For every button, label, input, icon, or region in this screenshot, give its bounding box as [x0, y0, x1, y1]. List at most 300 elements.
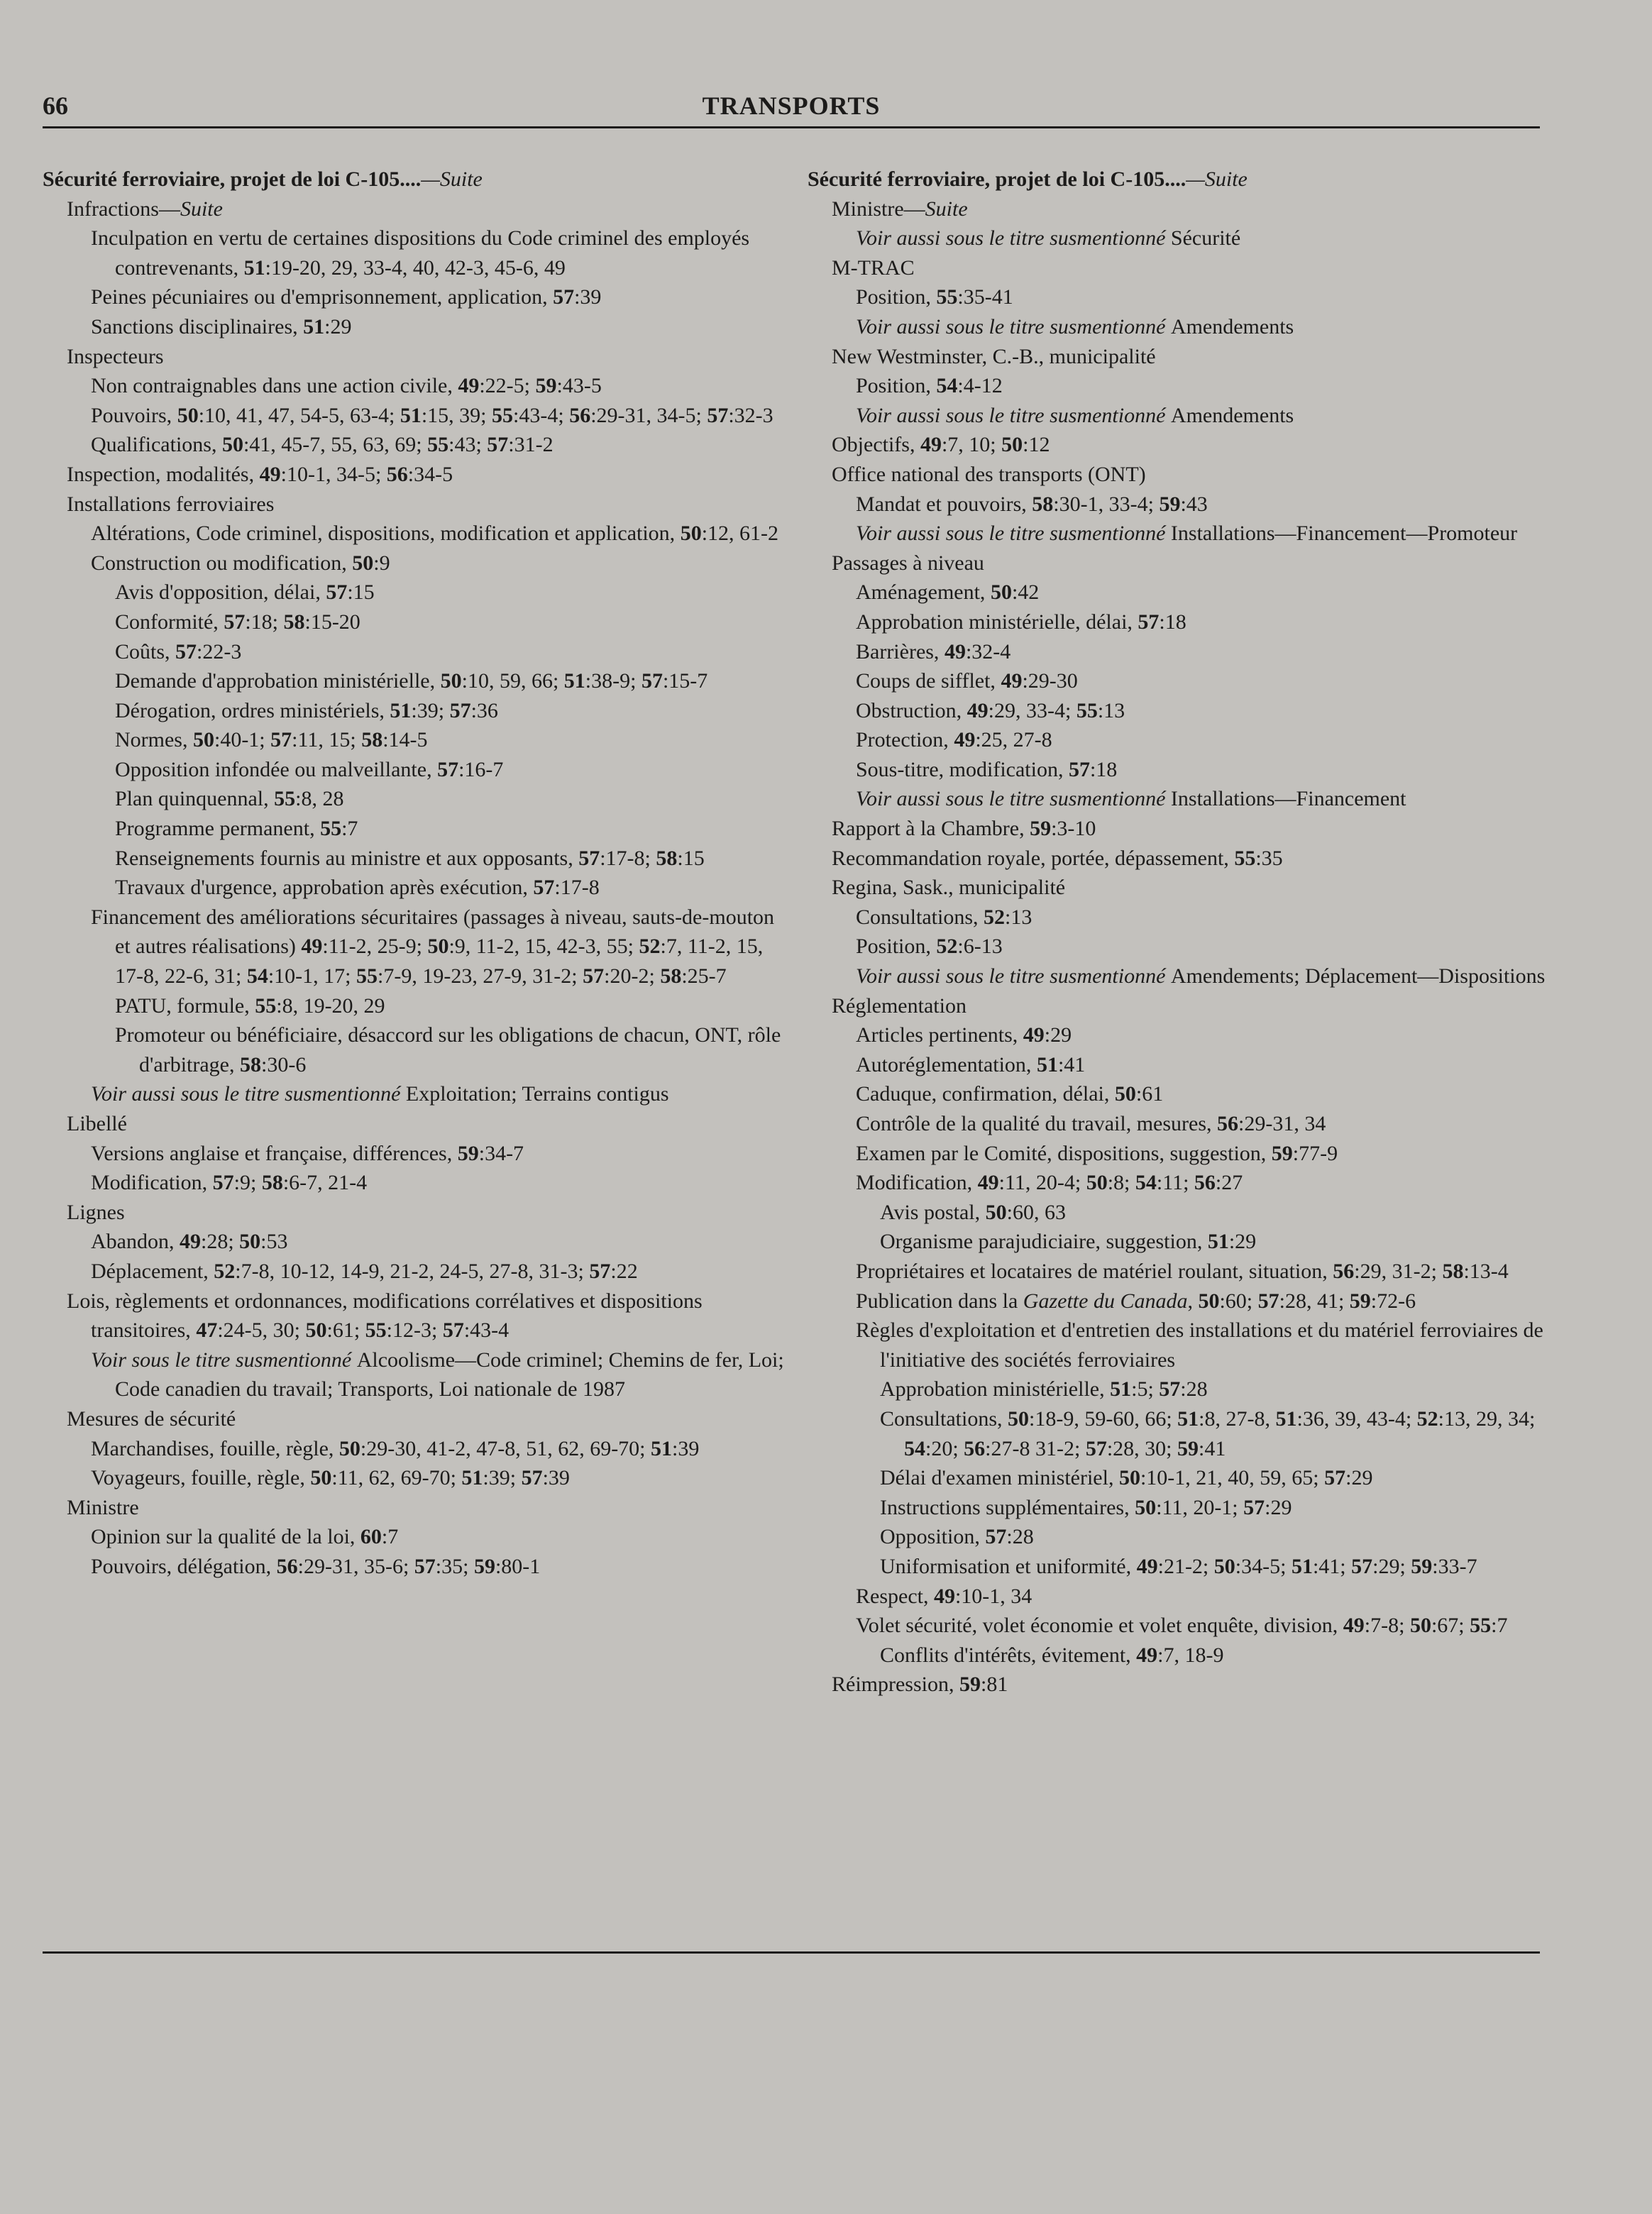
page-refs: :25-7	[681, 964, 727, 988]
page-refs: :39;	[411, 698, 450, 722]
issue-number: 58	[660, 964, 682, 988]
entry-text: Qualifications,	[91, 433, 222, 457]
entry-text: Amendements	[1170, 314, 1294, 338]
index-entry	[808, 1493, 1560, 1523]
entry-text: Amendements; Déplacement—Dispositions	[1170, 964, 1546, 988]
entry-text: Objectifs,	[832, 433, 920, 457]
page-refs: :10, 41, 47, 54-5, 63-4;	[198, 403, 400, 427]
issue-number: 50	[221, 433, 243, 457]
entry-text: Approbation ministérielle,	[880, 1377, 1111, 1401]
issue-number: 59	[1177, 1436, 1199, 1460]
index-entry	[808, 1050, 1560, 1080]
page-refs: :60, 63	[1006, 1200, 1066, 1224]
issue-number: 50	[1114, 1082, 1136, 1106]
issue-number: 55	[274, 787, 296, 811]
page-refs: :7	[1491, 1614, 1508, 1638]
index-entry	[43, 1463, 795, 1493]
index-entry	[43, 1552, 795, 1582]
entry-text: Position,	[856, 285, 937, 309]
entry-text: Coûts,	[115, 639, 176, 663]
page-refs: :29	[324, 314, 352, 338]
index-entry	[43, 1287, 795, 1345]
page-refs: :17-8	[554, 876, 600, 900]
entry-text: Déplacement,	[91, 1259, 214, 1283]
entry-text: Exploitation; Terrains contigus	[405, 1082, 669, 1106]
entry-text: Position,	[856, 935, 937, 959]
issue-number: 54	[246, 964, 268, 988]
index-entry	[808, 725, 1560, 755]
index-entry	[808, 1109, 1560, 1139]
entry-text: Mesures de sécurité	[67, 1406, 236, 1431]
entry-text: Inculpation en vertu de certaines dispositions du Code criminel des employés contrevenants,	[91, 226, 750, 280]
entry-heading: Sécurité ferroviaire, projet de loi C-105....	[808, 167, 1186, 191]
issue-number: 51	[1036, 1052, 1058, 1076]
page-refs: :43-4	[463, 1318, 510, 1343]
index-entry	[43, 1434, 795, 1464]
issue-number: 57	[270, 728, 292, 752]
entry-text: Caduque, confirmation, délai,	[856, 1082, 1115, 1106]
issue-number: 52	[639, 935, 661, 959]
page-refs: :29, 31-2;	[1354, 1259, 1443, 1283]
issue-number: 57	[487, 433, 509, 457]
index-entry	[808, 1198, 1560, 1228]
entry-text: Respect,	[856, 1584, 934, 1608]
entry-text: Non contraignables dans une action civile,	[91, 374, 458, 398]
issue-number: 49	[944, 639, 966, 663]
page-refs: :28, 30;	[1106, 1436, 1177, 1460]
page-refs: :16-7	[458, 757, 504, 781]
index-entry	[808, 784, 1560, 814]
entry-text: Versions anglaise et française, différences,	[91, 1141, 458, 1165]
page-refs: :36	[470, 698, 498, 722]
issue-number: 49	[458, 374, 480, 398]
issue-number: 50	[305, 1318, 327, 1343]
issue-number: 57	[589, 1259, 611, 1283]
issue-number: 52	[936, 935, 958, 959]
issue-number: 50	[177, 403, 199, 427]
page-refs: :41	[1199, 1436, 1226, 1460]
entry-text: Consultations,	[856, 905, 984, 929]
issue-number: 55	[427, 433, 449, 457]
issue-number: 57	[1243, 1495, 1265, 1519]
issue-number: 49	[301, 935, 323, 959]
index-entry	[43, 844, 795, 874]
issue-number: 50	[1135, 1495, 1157, 1519]
page-refs: :29	[1345, 1466, 1373, 1490]
index-entry	[808, 401, 1560, 431]
issue-number: 54	[1135, 1171, 1157, 1195]
page-refs: :29-31, 34	[1238, 1112, 1326, 1135]
issue-number: 57	[533, 876, 555, 900]
issue-number: 57	[1085, 1436, 1107, 1460]
index-entry	[43, 1109, 795, 1139]
issue-number: 51	[303, 314, 325, 338]
index-entry	[808, 932, 1560, 962]
index-entry	[808, 253, 1560, 283]
entry-text: Opposition infondée ou malveillante,	[115, 757, 438, 781]
index-entry	[808, 903, 1560, 932]
index-entry	[808, 1139, 1560, 1169]
entry-text: Obstruction,	[856, 698, 967, 722]
entry-text: Sécurité	[1170, 226, 1241, 250]
issue-number: 57	[521, 1466, 543, 1490]
index-entry	[808, 1582, 1560, 1612]
page-refs: :20;	[925, 1436, 964, 1460]
entry-text: Modification,	[91, 1171, 213, 1195]
index-entry	[808, 1227, 1560, 1257]
page-refs: :9	[373, 551, 390, 575]
index-entry	[808, 224, 1560, 253]
page-refs: :41	[1057, 1052, 1086, 1076]
issue-number: 47	[196, 1318, 218, 1343]
issue-number: 57	[1351, 1554, 1373, 1578]
page-refs: :22	[610, 1259, 638, 1283]
page-refs: :15, 39;	[421, 403, 492, 427]
page-refs: :3-10	[1051, 817, 1096, 841]
index-entry	[808, 1079, 1560, 1109]
page-refs: :36, 39, 43-4;	[1296, 1406, 1417, 1431]
page-number: 66	[43, 92, 68, 120]
entry-see-also: Voir aussi sous le titre susmentionné	[91, 1082, 406, 1106]
page-refs: :7	[381, 1525, 399, 1549]
issue-number: 52	[1416, 1406, 1438, 1431]
entry-text: Barrières,	[856, 639, 945, 663]
page-refs: :10-1, 34	[954, 1584, 1032, 1608]
entry-text: Construction ou modification,	[91, 551, 353, 575]
index-entry	[808, 962, 1560, 991]
entry-text: Articles pertinents,	[856, 1023, 1023, 1047]
index-entry	[43, 637, 795, 667]
issue-number: 51	[1291, 1554, 1313, 1578]
entry-text: Alcoolisme—Code criminel; Chemins de fer, Loi; Code canadien du travail; Transports, Loi nationale de 1987	[115, 1348, 784, 1401]
page-refs: :14-5	[382, 728, 428, 752]
page-refs: :61;	[326, 1318, 365, 1343]
entry-text: Sanctions disciplinaires,	[91, 314, 304, 338]
issue-number: 59	[959, 1673, 981, 1697]
index-entry	[808, 430, 1560, 460]
issue-number: 59	[1349, 1289, 1371, 1313]
page-refs: :40-1;	[214, 728, 271, 752]
index-entry	[808, 1611, 1560, 1641]
entry-text: Demande d'approbation ministérielle,	[115, 669, 441, 693]
page-refs: :7-9, 19-23, 27-9, 31-2;	[378, 964, 583, 988]
index-entry	[808, 194, 1560, 224]
entry-text: Installations—Financement—Promoteur	[1170, 522, 1518, 546]
page-refs: :7, 18-9	[1157, 1643, 1224, 1667]
page-refs: :30-1, 33-4;	[1053, 492, 1160, 516]
index-entry	[43, 342, 795, 372]
entry-suite: —Suite	[421, 167, 483, 191]
index-entry	[43, 991, 795, 1021]
issue-number: 56	[569, 403, 591, 427]
page-refs: :34-7	[478, 1141, 524, 1165]
issue-number: 57	[1138, 610, 1160, 634]
index-entry	[808, 490, 1560, 519]
issue-number: 55	[365, 1318, 387, 1343]
entry-text: Coups de sifflet,	[856, 669, 1001, 693]
page-refs: :61	[1135, 1082, 1164, 1106]
issue-number: 57	[224, 610, 246, 634]
entry-text: Inspection, modalités,	[67, 462, 260, 486]
page-refs: :29;	[1372, 1554, 1411, 1578]
page-refs: :32-3	[728, 403, 773, 427]
issue-number: 51	[651, 1436, 673, 1460]
issue-number: 56	[276, 1554, 298, 1578]
issue-number: 49	[920, 433, 942, 457]
entry-text: Ministre—	[832, 197, 925, 221]
entry-text: Consultations,	[880, 1406, 1008, 1431]
issue-number: 59	[535, 374, 557, 398]
entry-text: Avis postal,	[880, 1200, 986, 1224]
issue-number: 50	[1086, 1171, 1108, 1195]
entry-suite: Suite	[180, 197, 223, 221]
page-refs: :81	[981, 1673, 1008, 1697]
page-refs: :11, 20-4;	[998, 1171, 1086, 1195]
entry-text: Pouvoirs,	[91, 403, 177, 427]
index-entry	[808, 312, 1560, 342]
index-entry	[808, 519, 1560, 549]
issue-number: 49	[1001, 669, 1023, 693]
entry-text: Réglementation	[832, 993, 967, 1018]
entry-text: Volet sécurité, volet économie et volet enquête, division,	[856, 1614, 1343, 1638]
page-refs: :34-5;	[1235, 1554, 1292, 1578]
issue-number: 57	[985, 1525, 1007, 1549]
issue-number: 57	[437, 757, 459, 781]
page-refs: :17-8;	[600, 846, 656, 870]
index-entry	[43, 371, 795, 401]
index-entry	[43, 903, 795, 991]
entry-text: Inspecteurs	[67, 344, 164, 368]
page-refs: :33-7	[1432, 1554, 1477, 1578]
index-entry	[43, 1198, 795, 1228]
page-refs: :4-12	[957, 374, 1003, 398]
issue-number: 51	[563, 669, 585, 693]
issue-number: 57	[553, 285, 575, 309]
page-refs: :22-5;	[479, 374, 536, 398]
page-refs: :29	[1265, 1495, 1292, 1519]
page-refs: :6-7, 21-4	[282, 1171, 368, 1195]
entry-text: Rapport à la Chambre,	[832, 817, 1030, 841]
entry-text: Amendements	[1170, 403, 1294, 427]
entry-text: Position,	[856, 374, 937, 398]
index-entry	[808, 696, 1560, 726]
entry-heading: Sécurité ferroviaire, projet de loi C-105....	[43, 167, 422, 191]
entry-text: Voyageurs, fouille, règle,	[91, 1466, 311, 1490]
issue-number: 55	[255, 993, 277, 1018]
page-refs: :7-8;	[1364, 1614, 1410, 1638]
entry-text: Marchandises, fouille, règle,	[91, 1436, 339, 1460]
issue-number: 57	[442, 1318, 464, 1343]
issue-number: 50	[352, 551, 374, 575]
entry-text: Libellé	[67, 1112, 127, 1135]
entry-text: M-TRAC	[832, 255, 915, 280]
issue-number: 50	[1001, 433, 1023, 457]
index-entry	[808, 1168, 1560, 1198]
issue-number: 50	[1198, 1289, 1220, 1313]
issue-number: 58	[361, 728, 383, 752]
index-entry	[808, 1552, 1560, 1582]
index-entry	[808, 1257, 1560, 1287]
index-entry	[43, 1139, 795, 1169]
index-entry	[808, 1404, 1560, 1463]
issue-number: 59	[1271, 1141, 1293, 1165]
page-refs: :22-3	[197, 639, 242, 663]
index-entry	[43, 784, 795, 814]
index-entry	[808, 282, 1560, 312]
issue-number: 57	[707, 403, 729, 427]
entry-text: New Westminster, C.-B., municipalité	[832, 344, 1156, 368]
page-refs: :15	[347, 580, 375, 605]
entry-text: Installations—Financement	[1170, 787, 1406, 811]
issue-number: 51	[400, 403, 422, 427]
page-refs: :11-2, 25-9;	[322, 935, 428, 959]
page-refs: :18;	[245, 610, 284, 634]
issue-number: 58	[656, 846, 678, 870]
page-refs: :25, 27-8	[975, 728, 1052, 752]
issue-number: 55	[320, 817, 342, 841]
page-refs: :18	[1159, 610, 1186, 634]
page-refs: :7, 11-2, 15, 17-8, 22-6, 31;	[115, 935, 764, 988]
issue-number: 50	[338, 1436, 360, 1460]
index-entry	[43, 194, 795, 224]
page-refs: :9;	[233, 1171, 262, 1195]
issue-number: 51	[390, 698, 412, 722]
issue-number: 55	[1470, 1614, 1492, 1638]
issue-number: 50	[427, 935, 449, 959]
index-entry	[808, 1287, 1560, 1316]
page-refs: :31-2	[508, 433, 554, 457]
entry-see-also: Voir aussi sous le titre susmentionné	[856, 787, 1171, 811]
index-entry	[43, 312, 795, 342]
issue-number: 52	[984, 905, 1006, 929]
issue-number: 60	[360, 1525, 382, 1549]
entry-suite: Suite	[925, 197, 968, 221]
issue-number: 56	[1217, 1112, 1239, 1135]
index-entry	[808, 1463, 1560, 1493]
issue-number: 51	[1275, 1406, 1297, 1431]
page-refs: :72-6	[1370, 1289, 1416, 1313]
entry-text: Plan quinquennal,	[115, 787, 275, 811]
issue-number: 59	[1159, 492, 1181, 516]
issue-number: 49	[1023, 1023, 1045, 1047]
issue-number: 55	[356, 964, 378, 988]
entry-text: Financement des améliorations sécuritaires (passages à niveau, sauts-de-mouton et autres réalisations)	[91, 905, 775, 959]
page-refs: :11, 20-1;	[1156, 1495, 1244, 1519]
index-entry	[43, 401, 795, 431]
page-refs: :41, 45-7, 55, 63, 69;	[243, 433, 428, 457]
entry-text: Uniformisation et uniformité,	[880, 1554, 1137, 1578]
index-entry	[808, 371, 1560, 401]
page-refs: :39	[542, 1466, 570, 1490]
entry-text: Aménagement,	[856, 580, 991, 605]
page-refs: :28	[1180, 1377, 1208, 1401]
entry-see-also: Voir sous le titre susmentionné	[91, 1348, 357, 1372]
index-entry	[808, 873, 1560, 903]
issue-number: 55	[1234, 846, 1256, 870]
entry-text: Installations ferroviaires	[67, 492, 275, 516]
page-refs: :10-1, 21, 40, 59, 65;	[1140, 1466, 1325, 1490]
page-refs: :7	[341, 817, 358, 841]
page-refs: :29-30, 41-2, 47-8, 51, 62, 69-70;	[360, 1436, 651, 1460]
page-refs: :11, 62, 69-70;	[331, 1466, 462, 1490]
page-refs: :8, 27-8,	[1199, 1406, 1276, 1431]
index-entry	[808, 607, 1560, 637]
entry-text: Propriétaires et locataires de matériel roulant, situation,	[856, 1259, 1333, 1283]
page-refs: :29-30	[1022, 669, 1078, 693]
entry-suite: —Suite	[1186, 167, 1248, 191]
entry-text: Autoréglementation,	[856, 1052, 1037, 1076]
index-entry	[808, 1316, 1560, 1375]
page-refs: :28, 41;	[1279, 1289, 1350, 1313]
issue-number: 56	[964, 1436, 986, 1460]
index-entry	[43, 666, 795, 696]
page-refs: :15-20	[304, 610, 360, 634]
issue-number: 56	[1194, 1171, 1216, 1195]
index-entry	[43, 490, 795, 519]
page-refs: :32-4	[965, 639, 1011, 663]
index-entry	[43, 165, 795, 194]
page-refs: :39;	[483, 1466, 522, 1490]
index-entry	[808, 814, 1560, 844]
index-entry	[808, 1670, 1560, 1700]
page-refs: :7-8, 10-12, 14-9, 21-2, 24-5, 27-8, 31-3;	[235, 1259, 590, 1283]
page-refs: :7, 10;	[941, 433, 1002, 457]
entry-text: Publication dans la	[856, 1289, 1023, 1313]
index-entry	[808, 1020, 1560, 1050]
index-entry	[43, 607, 795, 637]
page-refs: :15	[677, 846, 705, 870]
entry-text: Ministre	[67, 1495, 139, 1519]
page-refs: :12, 61-2	[701, 522, 779, 546]
page-refs: :27-8 31-2;	[985, 1436, 1086, 1460]
page-refs: :28;	[200, 1230, 240, 1254]
entry-text: Renseignements fournis au ministre et aux opposants,	[115, 846, 579, 870]
issue-number: 49	[933, 1584, 955, 1608]
entry-see-also: Voir aussi sous le titre susmentionné	[856, 314, 1171, 338]
index-entry	[43, 282, 795, 312]
page-refs: :15-7	[662, 669, 708, 693]
index-entry	[808, 549, 1560, 578]
issue-number: 50	[990, 580, 1012, 605]
page-refs: :8, 28	[295, 787, 344, 811]
page-refs: :29-31, 35-6;	[297, 1554, 414, 1578]
page-refs: :38-9;	[585, 669, 641, 693]
entry-text: Programme permanent,	[115, 817, 321, 841]
page-refs: :13	[1097, 698, 1125, 722]
page-refs: :8;	[1107, 1171, 1135, 1195]
entry-text: Réimpression,	[832, 1673, 959, 1697]
issue-number: 55	[936, 285, 958, 309]
issue-number: 50	[1008, 1406, 1030, 1431]
issue-number: 59	[457, 1141, 479, 1165]
issue-number: 50	[440, 669, 462, 693]
page-refs: :30-6	[261, 1052, 307, 1076]
page-refs: :34-5	[407, 462, 453, 486]
entry-text: Normes,	[115, 728, 193, 752]
issue-number: 55	[492, 403, 514, 427]
issue-number: 59	[1411, 1554, 1433, 1578]
entry-text: Examen par le Comité, dispositions, suggestion,	[856, 1141, 1272, 1165]
entry-text: Infractions—	[67, 197, 180, 221]
entry-see-also: Voir aussi sous le titre susmentionné	[856, 226, 1171, 250]
page-refs: :19-20, 29, 33-4, 40, 42-3, 45-6, 49	[265, 255, 566, 280]
issue-number: 49	[259, 462, 281, 486]
issue-number: 54	[936, 374, 958, 398]
index-entry	[43, 578, 795, 607]
page-refs: :13, 29, 34;	[1438, 1406, 1536, 1431]
entry-text: Travaux d'urgence, approbation après exécution,	[115, 876, 534, 900]
index-entry	[43, 1522, 795, 1552]
